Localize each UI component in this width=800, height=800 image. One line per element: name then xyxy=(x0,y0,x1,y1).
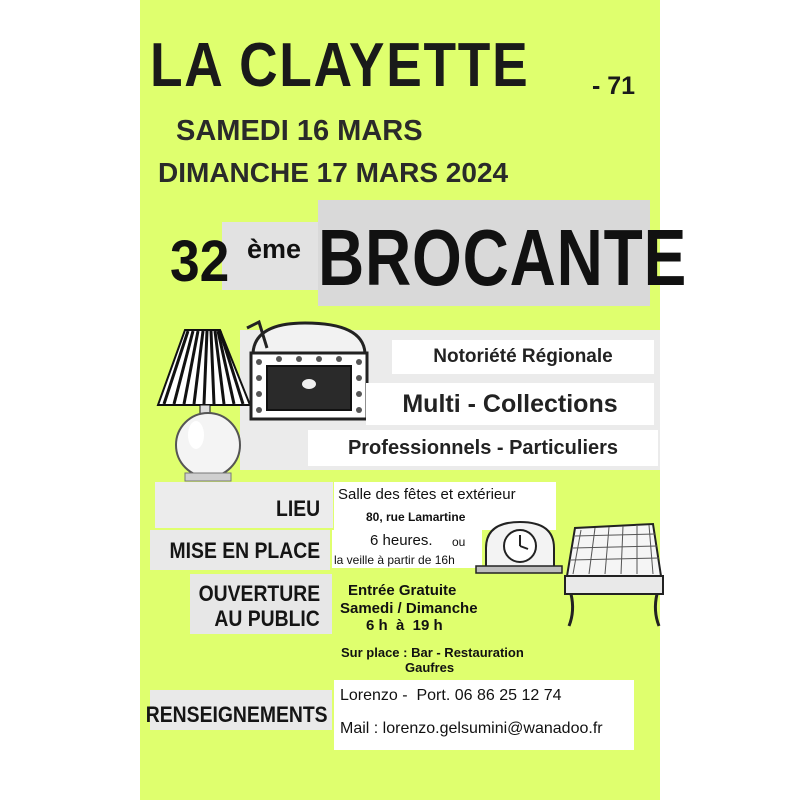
sur-place-line-2: Gaufres xyxy=(405,660,455,675)
event-name: BROCANTE xyxy=(318,213,688,302)
au-public-label: AU PUBLIC xyxy=(214,606,320,631)
chest-icon xyxy=(245,318,375,423)
date-saturday: SAMEDI 16 MARS xyxy=(176,115,423,147)
edition-number: 32 xyxy=(170,229,230,294)
jours: Samedi / Dimanche xyxy=(340,600,478,617)
renseignements-label: RENSEIGNEMENTS xyxy=(146,702,328,727)
ouverture-label: OUVERTURE xyxy=(198,581,320,606)
lieu-address: 80, rue Lamartine xyxy=(366,510,466,524)
horaires: 6 h à 19 h xyxy=(366,617,443,634)
feature-notoriete: Notoriété Régionale xyxy=(392,340,654,374)
feature-multi-collections: Multi - Collections xyxy=(366,383,654,425)
clock-icon xyxy=(474,518,564,574)
sur-place-line-1: Sur place : Bar - Restauration xyxy=(341,645,524,660)
entree-gratuite: Entrée Gratuite xyxy=(348,582,457,599)
desk-icon xyxy=(555,516,665,628)
mise-veille: la veille à partir de 16h xyxy=(334,553,455,567)
town-title: LA CLAYETTE xyxy=(150,31,530,100)
contact-phone: Lorenzo - Port. 06 86 25 12 74 xyxy=(340,687,562,704)
mise-en-place-label: MISE EN PLACE xyxy=(169,538,320,563)
edition-suffix: ème xyxy=(247,234,302,264)
mise-value: 6 heures. xyxy=(370,532,433,549)
date-sunday: DIMANCHE 17 MARS 2024 xyxy=(158,157,509,188)
lieu-label: LIEU xyxy=(275,496,320,521)
mise-ou: ou xyxy=(452,535,466,549)
lamp-icon xyxy=(150,325,260,485)
contact-mail[interactable]: Mail : lorenzo.gelsumini@wanadoo.fr xyxy=(340,720,603,737)
department-number: - 71 xyxy=(592,72,636,100)
lieu-value: Salle des fêtes et extérieur xyxy=(338,486,516,503)
feature-professionnels: Professionnels - Particuliers xyxy=(308,430,658,466)
